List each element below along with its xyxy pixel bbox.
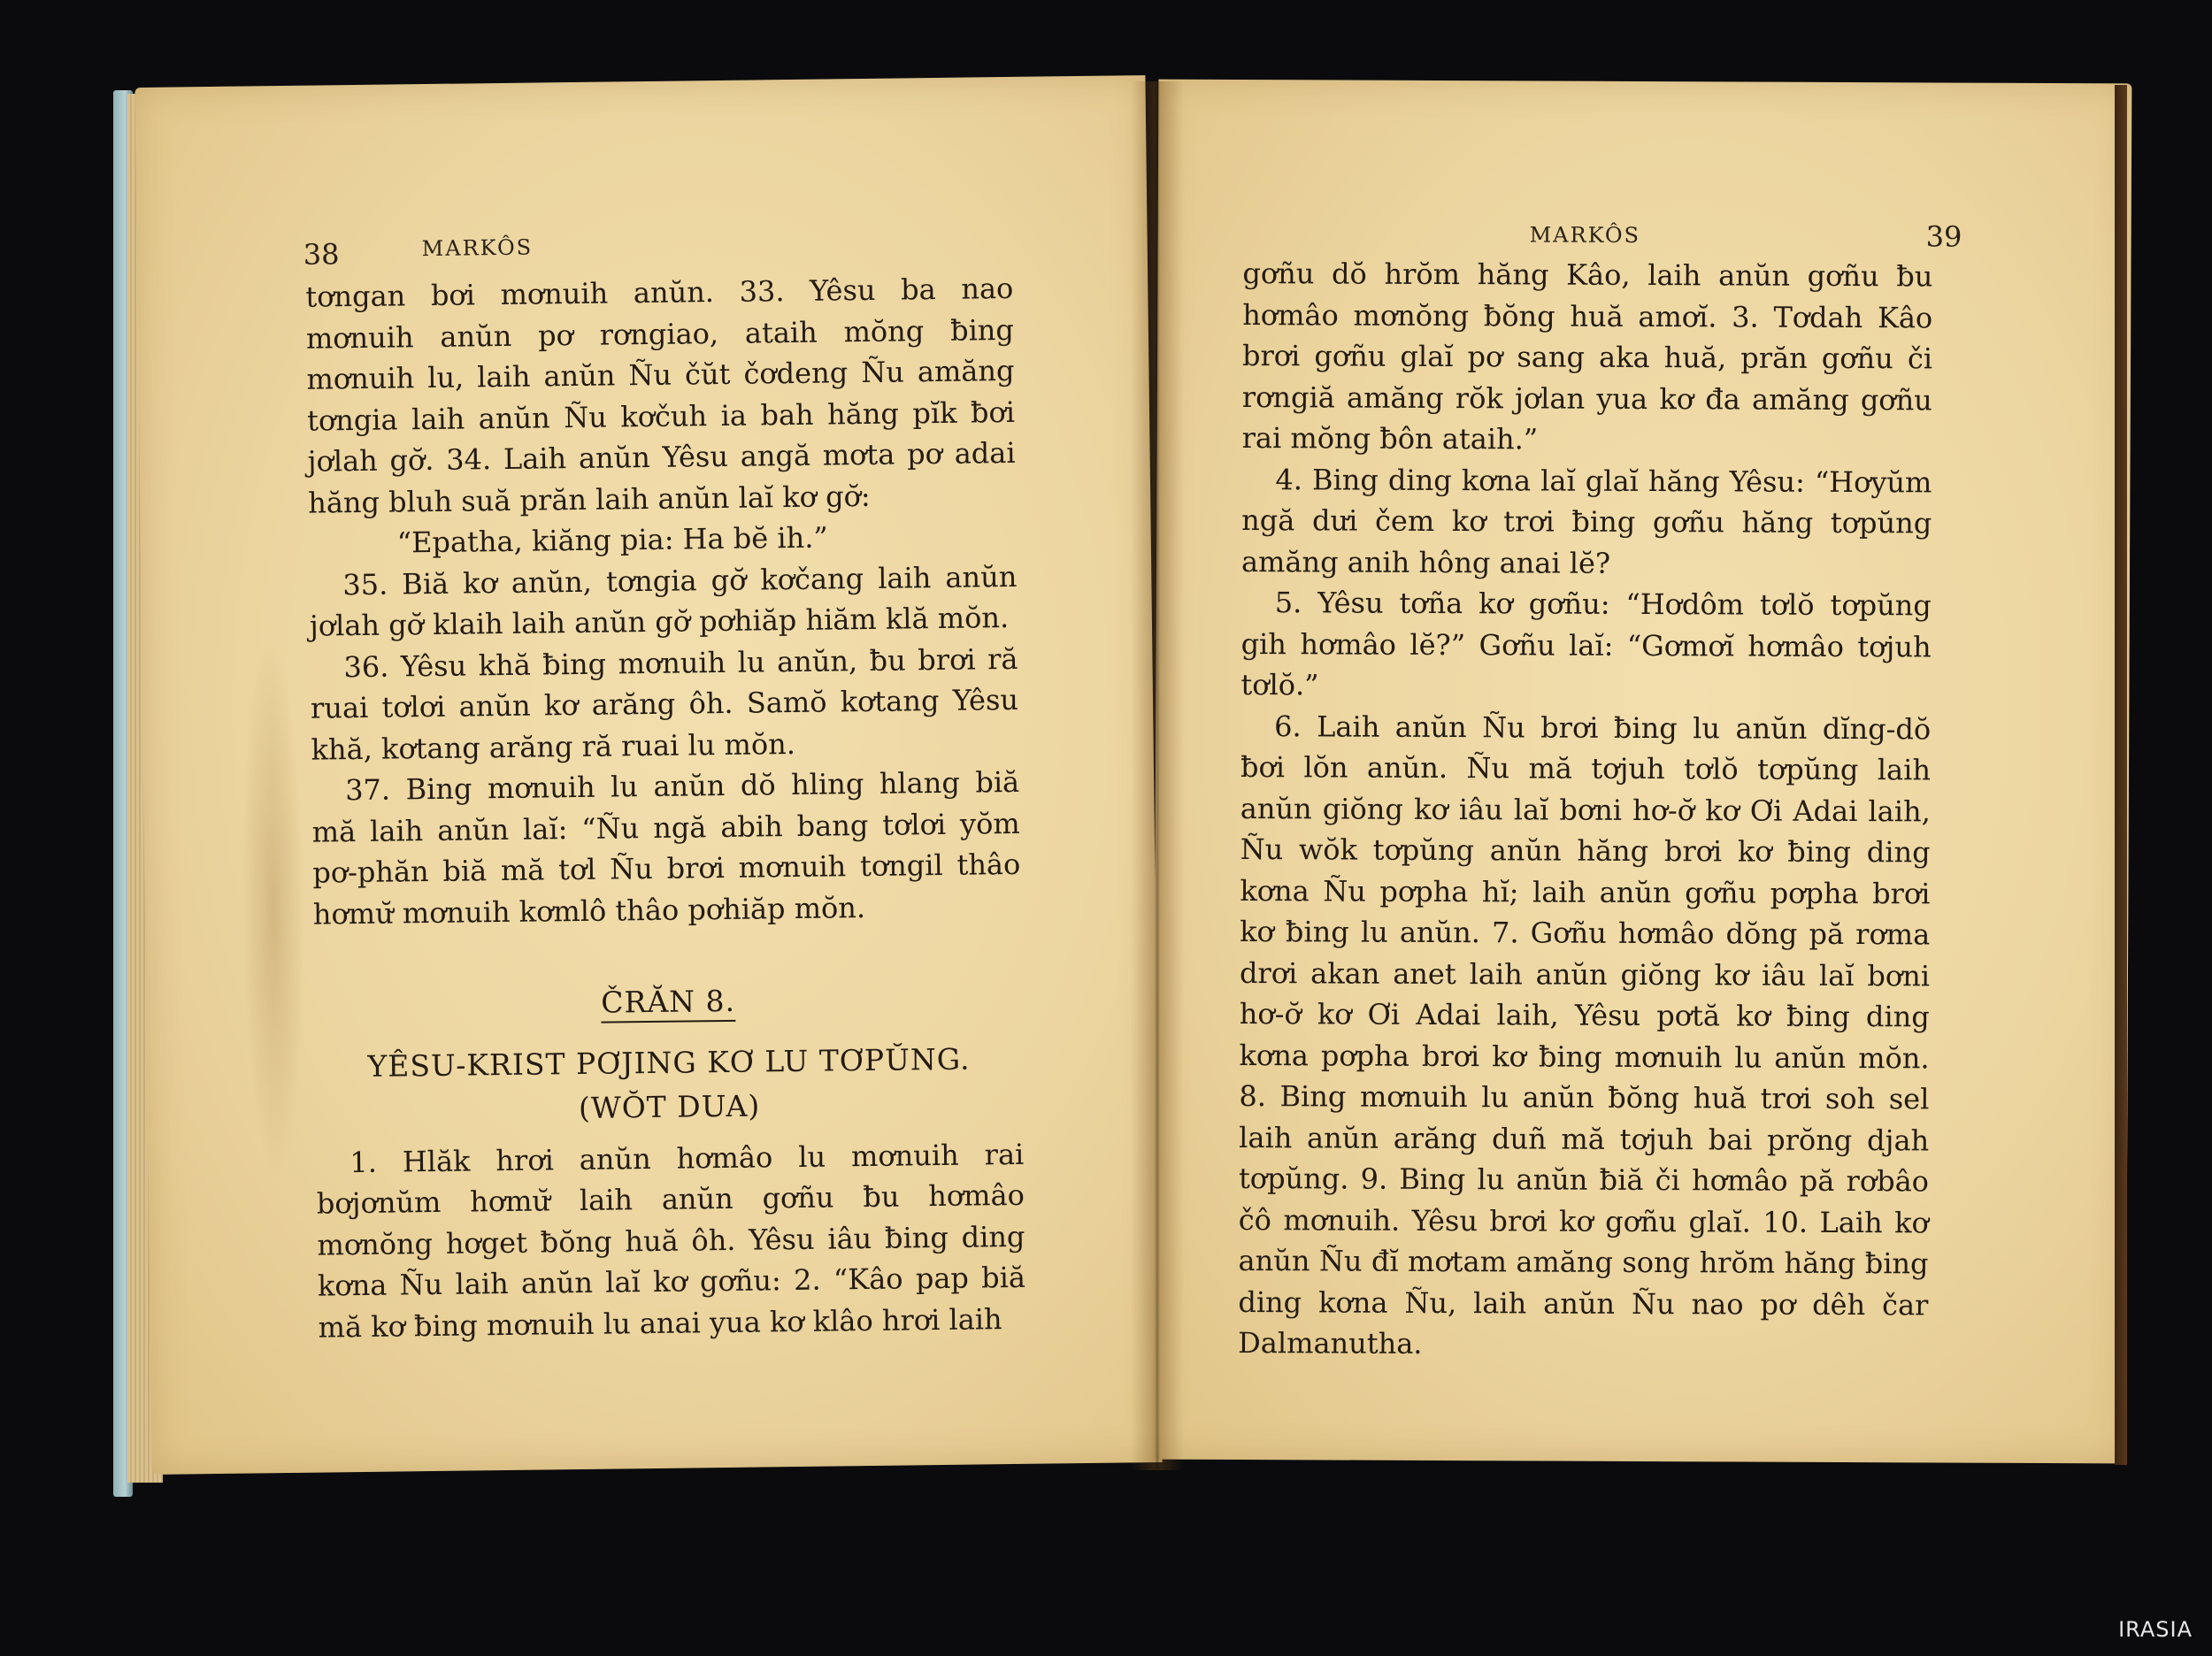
section-heading: YÊSU-KRIST PƠJING KƠ LU TƠPŬNG. <box>367 1041 971 1084</box>
open-book <box>113 81 2129 1585</box>
left-page <box>134 75 1162 1475</box>
right-running-head: MARKÔS <box>1529 222 1641 248</box>
left-text-block <box>305 268 1026 1348</box>
paragraph: 5. Yêsu tơña kơ gơñu: “Hơdôm tơlŏ tơpŭng gih hơmâo lĕ?” Gơñu laĭ: “Gơmơĭ hơmâo tơjuh tơlŏ.” <box>1240 586 1932 702</box>
chapter-title-text: ČRĂN 8. <box>601 984 735 1024</box>
right-page <box>1153 80 2132 1464</box>
right-page-number: 39 <box>1925 219 1962 254</box>
quote-line: “Epatha, kiăng pia: Ha bĕ ih.” <box>396 520 828 560</box>
right-text-block <box>1238 253 1932 1367</box>
paragraph: 35. Biă kơ anŭn, tơngia gơ̆ kơčang laih anŭn jơlah gơ̆ klaih laih anŭn gơ̆ pơhiăp hiăm klă mŏn. <box>309 559 1018 643</box>
book-back-cover-edge <box>2115 85 2127 1465</box>
watermark: IRASIA <box>2118 1617 2193 1642</box>
paragraph: 6. Laih anŭn Ñu brơi ƀing lu anŭn dĭng-dŏ ƀơi lŏn anŭn. Ñu mă tơjuh tơlŏ tơpŭng laih anŭn giŏng kơ iâu laĭ bơni hơ-ơ̆ kơ Ơi Adai laih, Ñu wŏk tơpŭng anŭn hăng brơi kơ ƀing ding kơna Ñu pơpha hĭ; laih anŭn gơñu pơpha brơi kơ ƀing lu anŭn. 7. Gơñu hơmâo dŏng pă rơma drơi akan anet laih anŭn giŏng kơ iâu laĭ bơni hơ-ơ̆ kơ Ơi Adai laih, Yêsu pơtă kơ ƀing ding kơna pơpha brơi kơ ƀing mơnuih lu anŭn mŏn. 8. Bing mơnuih lu anŭn ƀŏng huă trơi soh sel laih anŭn arăng duñ mă tơjuh bai prŏng djah tơpŭng. 9. Bing lu anŭn ƀiă či hơmâo pă rơbâo čô mơnuih. Yêsu brơi kơ gơñu glaĭ. 10. Laih kơ anŭn Ñu đĭ mơtam amăng song hrŏm hăng ƀing ding kơna Ñu, laih anŭn Ñu nao pơ dêh čar Dalmanutha. <box>1238 709 1932 1361</box>
paragraph: 37. Bing mơnuih lu anŭn dŏ hling hlang biă mă laih anŭn laĭ: “Ñu ngă abih bang tơlơi yŏm pơ-phăn biă mă tơl Ñu brơi mơnuih tơngil thâo hơmư̆ mơnuih kơmlô thâo pơhiăp mŏn. <box>311 764 1021 932</box>
paper-stain <box>239 634 308 1184</box>
left-page-number: 38 <box>303 237 340 272</box>
left-running-head: MARKÔS <box>421 234 534 262</box>
paragraph: 36. Yêsu khă ƀing mơnuih lu anŭn, ƀu brơi ră ruai tơlơi anŭn kơ arăng ôh. Samŏ kơtang Yêsu khă, kơtang arăng ră ruai lu mŏn. <box>310 641 1019 767</box>
paragraph: gơñu dŏ hrŏm hăng Kâo, laih anŭn gơñu ƀu hơmâo mơnŏng ƀŏng huă amơĭ. 3. Tơdah Kâo brơi gơñu glaĭ pơ sang aka huă, prăn gơñu či rơngiă amăng rŏk jơlan yua kơ đa amăng gơñu rai mŏng ƀôn ataih.” <box>1241 257 1933 456</box>
paragraph: tơngan bơi mơnuih anŭn. 33. Yêsu ba nao mơnuih anŭn pơ rơngiao, ataih mŏng ƀing mơnuih lu, laih anŭn Ñu čŭt čơdeng Ñu amăng tơngia laih anŭn Ñu kơčuh ia bah hăng pĭk ƀơi jơlah gơ̆. 34. Laih anŭn Yêsu angă mơta pơ adai hăng bluh suă prăn laih anŭn laĭ kơ gơ̆: <box>305 271 1016 520</box>
chapter-title <box>314 978 1023 1027</box>
paragraph: 1. Hlăk hrơi anŭn hơmâo lu mơnuih rai bơjơnŭm hơmư̆ laih anŭn gơñu ƀu hơmâo mơnŏng hơget ƀŏng huă ôh. Yêsu iâu ƀing ding kơna Ñu laih anŭn laĭ kơ gơñu: 2. “Kâo pap biă mă kơ ƀing mơnuih lu anai yua kơ klâo hrơi laih <box>316 1137 1026 1345</box>
paragraph: 4. Bing ding kơna laĭ glaĭ hăng Yêsu: “Hơyŭm ngă dưi čem kơ trơi ƀing gơñu hăng tơpŭng amăng anih hông anai lĕ? <box>1240 462 1932 580</box>
section-subheading: (WŎT DUA) <box>578 1087 761 1125</box>
